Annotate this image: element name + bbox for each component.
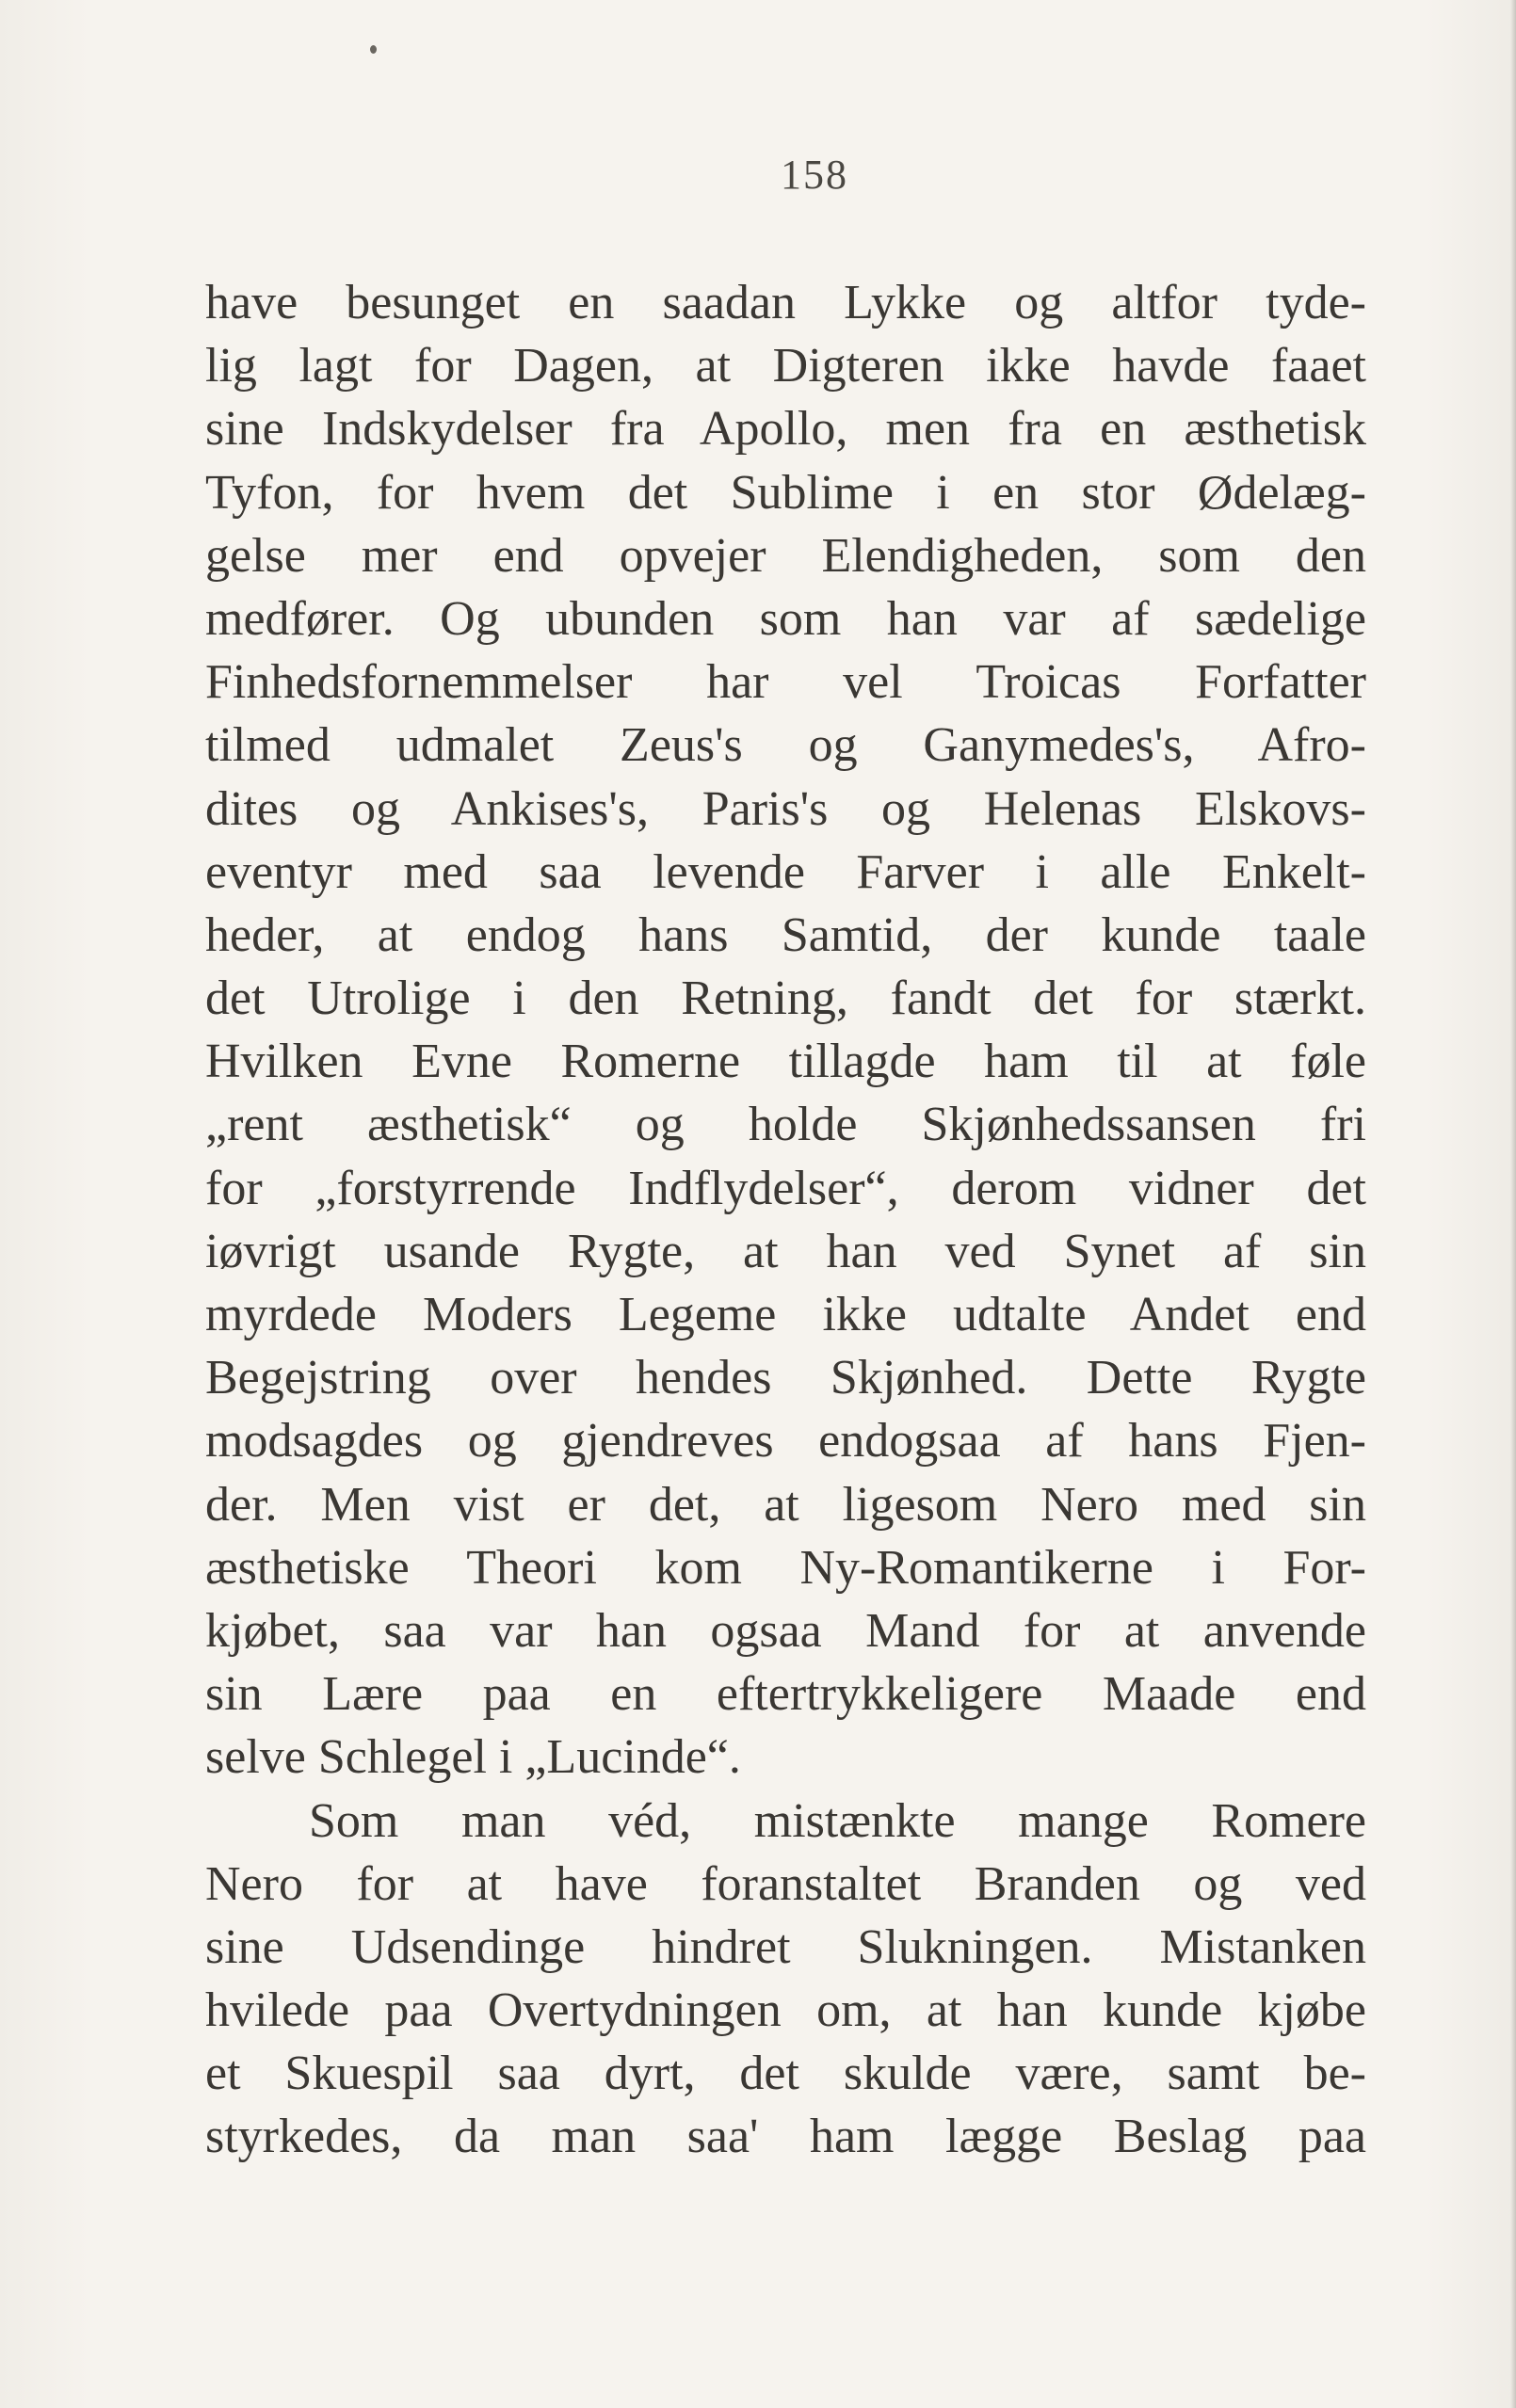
text-line: have besunget en saadan Lykke og altfor tyde- [205, 276, 1366, 329]
text-line: myrdede Moders Legeme ikke udtalte Andet end [205, 1288, 1366, 1341]
text-line: sine Indskydelser fra Apollo, men fra en æsthetisk [205, 402, 1366, 457]
page-number: 158 [781, 152, 848, 198]
paragraph-end-line: selve Schlegel i „Lucinde“. [205, 1730, 741, 1785]
text-line: sine Udsendinge hindret Slukningen. Mistanken [205, 1919, 1366, 1974]
text-line: heder, at endog hans Samtid, der kunde taale [205, 907, 1366, 962]
text-line: eventyr med saa levende Farver i alle Enkelt- [205, 844, 1366, 899]
ink-speck [370, 45, 377, 54]
text-line: for „forstyrrende Indflydelser“, derom vidner det [205, 1161, 1366, 1215]
text-line: Finhedsfornemmelser har vel Troicas Forfatter [205, 655, 1366, 710]
text-line: Nero for at have foranstaltet Branden og ved [205, 1856, 1366, 1911]
text-line: lig lagt for Dagen, at Digteren ikke havde faaet [205, 339, 1366, 393]
text-line: et Skuespil saa dyrt, det skulde være, samt be- [205, 2047, 1366, 2101]
text-line: medfører. Og ubunden som han var af sædelige [205, 591, 1366, 646]
text-line: Begejstring over hendes Skjønhed. Dette Rygte [205, 1351, 1366, 1405]
text-line: Hvilken Evne Romerne tillagde ham til at føle [205, 1035, 1366, 1089]
text-line: iøvrigt usande Rygte, at han ved Synet af sin [205, 1224, 1366, 1278]
paragraph-start-line: Som man véd, mistænkte mange Romere [309, 1793, 1366, 1848]
text-line: Tyfon, for hvem det Sublime i en stor Ødelæg- [205, 465, 1366, 520]
page-edge [1510, 0, 1516, 2408]
text-line: æsthetiske Theori kom Ny-Romantikerne i For- [205, 1540, 1366, 1595]
text-line: hvilede paa Overtydningen om, at han kunde kjøbe [205, 1983, 1366, 2038]
text-line: kjøbet, saa var han ogsaa Mand for at anvende [205, 1603, 1366, 1658]
text-line: styrkedes, da man saa' ham lægge Beslag paa [205, 2110, 1366, 2164]
body-text [205, 271, 1366, 2169]
text-line: der. Men vist er det, at ligesom Nero med sin [205, 1477, 1366, 1532]
text-line: gelse mer end opvejer Elendigheden, som den [205, 528, 1366, 583]
text-line: det Utrolige i den Retning, fandt det for stærkt. [205, 971, 1366, 1026]
text-line: „rent æsthetisk“ og holde Skjønhedssansen fri [205, 1098, 1366, 1152]
text-line: dites og Ankises's, Paris's og Helenas Elskovs- [205, 781, 1366, 836]
text-line: modsagdes og gjendreves endogsaa af hans Fjen- [205, 1414, 1366, 1469]
text-line: tilmed udmalet Zeus's og Ganymedes's, Afro- [205, 718, 1366, 773]
text-line: sin Lære paa en eftertrykkeligere Maade end [205, 1667, 1366, 1722]
